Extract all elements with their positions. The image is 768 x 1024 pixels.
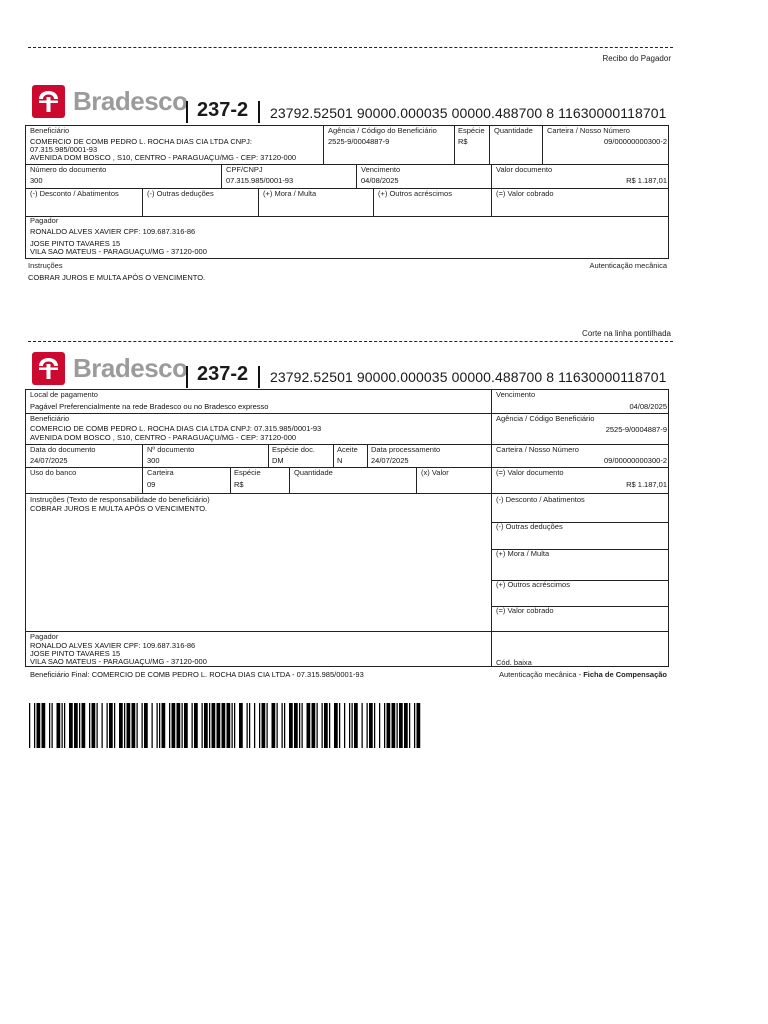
beneficiario-cnpj: 07.315.985/0001-93 (30, 145, 98, 154)
outros-acrescimos-label: (+) Outros acréscimos (496, 580, 570, 589)
agencia-label: Agência / Código Beneficiário (496, 414, 595, 423)
barcode-bar (262, 703, 266, 748)
especie-value: R$ (234, 480, 244, 489)
barcode-bar (369, 703, 373, 748)
barcode-bar (282, 703, 283, 748)
barcode-bar (204, 703, 208, 748)
barcode-bar (289, 703, 293, 748)
pagador-city: VILA SAO MATEUS - PARAGUAÇU/MG - 37120-000 (30, 657, 207, 666)
barcode (29, 703, 423, 748)
beneficiario-name: COMERCIO DE COMB PEDRO L. ROCHA DIAS CIA LTDA CNPJ: 07.315.985/0001-93 (30, 424, 322, 433)
barcode-bar (119, 703, 123, 748)
outros-acrescimos-label: (+) Outros acréscimos (378, 189, 452, 198)
pagador-street: JOSE PINTO TAVARES 15 (30, 239, 121, 248)
vencimento-value: 04/08/2025 (361, 176, 399, 185)
numero-doc-value: 300 (30, 176, 43, 185)
data-proc-label: Data processamento (371, 445, 441, 454)
cut-label: Corte na linha pontilhada (582, 329, 671, 338)
barcode-bar (157, 703, 158, 748)
carteira-value: 09 (147, 480, 156, 489)
numero-doc-label: Nº documento (147, 445, 195, 454)
barcode-bar (89, 703, 90, 748)
data-proc-value: 24/07/2025 (371, 456, 409, 465)
barcode-bar (362, 703, 363, 748)
barcode-bar (392, 703, 396, 748)
pagador-city: VILA SAO MATEUS - PARAGUAÇU/MG - 37120-000 (30, 247, 207, 256)
barcode-bar (302, 703, 303, 748)
vencimento-label: Vencimento (496, 390, 536, 399)
numero-doc-value: 300 (147, 456, 160, 465)
barcode-bar (142, 703, 143, 748)
cpf-value: 07.315.985/0001-93 (226, 176, 294, 185)
valor-doc-label: (=) Valor documento (496, 468, 564, 477)
autenticacao-label: Autenticação mecânica (589, 261, 667, 270)
especie-doc-label: Espécie doc. (272, 445, 315, 454)
barcode-bar (177, 703, 181, 748)
barcode-bar (294, 703, 298, 748)
mora-label: (+) Mora / Multa (496, 549, 550, 558)
barcode-bar (254, 703, 255, 748)
barcode-bar (182, 703, 183, 748)
beneficiario-label: Beneficiário (30, 126, 70, 135)
barcode-bar (114, 703, 115, 748)
local-label: Local de pagamento (30, 390, 98, 399)
barcode-bar (124, 703, 125, 748)
valor-cobrado-label: (=) Valor cobrado (496, 606, 554, 615)
quantidade-label: Quantidade (294, 468, 333, 477)
data-doc-value: 24/07/2025 (30, 456, 68, 465)
barcode-bar (272, 703, 276, 748)
x-valor-label: (x) Valor (421, 468, 449, 477)
valor-doc-value: R$ 1.187,01 (626, 176, 667, 185)
instrucoes-text: COBRAR JUROS E MULTA APÓS O VENCIMENTO. (30, 504, 208, 513)
barcode-bar (202, 703, 203, 748)
agencia-value: 2525-9/0004887-9 (328, 137, 390, 146)
barcode-bar (37, 703, 41, 748)
barcode-bar (312, 703, 316, 748)
valor-cobrado-label: (=) Valor cobrado (496, 189, 554, 198)
barcode-bar (384, 703, 385, 748)
carteira-nn-value: 09/00000000300-2 (604, 456, 667, 465)
digitable-line[interactable]: 23792.52501 90000.000035 00000.488700 8 11630000118701 (270, 369, 667, 385)
barcode-bar (387, 703, 391, 748)
barcode-bar (92, 703, 96, 748)
carteira-label: Carteira (147, 468, 174, 477)
barcode-bar (404, 703, 408, 748)
barcode-bar (162, 703, 166, 748)
valor-doc-label: Valor documento (496, 165, 553, 174)
barcode-bar (322, 703, 323, 748)
barcode-bar (409, 703, 410, 748)
bradesco-logo (32, 85, 188, 118)
uso-banco-label: Uso do banco (30, 468, 77, 477)
cut-line (28, 341, 673, 342)
barcode-bar (159, 703, 160, 748)
barcode-bar (344, 703, 345, 748)
barcode-bar (194, 703, 198, 748)
barcode-bar (132, 703, 136, 748)
barcode-bar (137, 703, 138, 748)
instrucoes-text: COBRAR JUROS E MULTA APÓS O VENCIMENTO. (28, 273, 206, 282)
barcode-bar (82, 703, 86, 748)
barcode-bar (417, 703, 421, 748)
carteira-nn-label: Carteira / Nosso Número (496, 445, 579, 454)
barcode-bar (97, 703, 98, 748)
beneficiario-address: AVENIDA DOM BOSCO , S10, CENTRO - PARAGUAÇU/MG - CEP: 37120-000 (30, 153, 297, 162)
barcode-bar (299, 703, 300, 748)
barcode-bar (69, 703, 73, 748)
barcode-bar (397, 703, 398, 748)
barcode-bar (57, 703, 61, 748)
carteira-label: Carteira / Nosso Número (547, 126, 630, 135)
instrucoes-label: Instruções (Texto de responsabilidade do beneficiário) (30, 495, 210, 504)
aceite-value: N (337, 456, 343, 465)
barcode-bar (144, 703, 148, 748)
instrucoes-label: Instruções (28, 261, 63, 270)
barcode-bar (42, 703, 46, 748)
barcode-bar (234, 703, 235, 748)
outras-deducoes-label: (-) Outras deduções (147, 189, 214, 198)
barcode-bar (74, 703, 78, 748)
separator (258, 366, 260, 388)
barcode-bar (222, 703, 226, 748)
barcode-bar (169, 703, 170, 748)
beneficiario-name: COMERCIO DE COMB PEDRO L. ROCHA DIAS CIA LTDA CNPJ: (30, 137, 252, 146)
barcode-bar (277, 703, 278, 748)
receipt-label: Recibo do Pagador (602, 54, 671, 63)
valor-doc-value: R$ 1.187,01 (626, 480, 667, 489)
local-value: Pagável Preferencialmente na rede Bradesco ou no Bradesco expresso (30, 402, 269, 411)
barcode-bar (307, 703, 311, 748)
pagador-name: RONALDO ALVES XAVIER CPF: 109.687.316-86 (30, 227, 196, 236)
desconto-label: (-) Desconto / Abatimentos (496, 495, 585, 504)
barcode-bar (227, 703, 231, 748)
barcode-bar (329, 703, 330, 748)
pagador-name: RONALDO ALVES XAVIER CPF: 109.687.316-86 (30, 641, 196, 650)
barcode-bar (379, 703, 380, 748)
ficha-label: Ficha de Compensação (583, 670, 667, 679)
barcode-bar (247, 703, 248, 748)
bank-code: 237-2 (197, 363, 249, 385)
pagador-street: JOSE PINTO TAVARES 15 (30, 649, 121, 658)
separator (258, 101, 260, 123)
barcode-bar (324, 703, 328, 748)
barcode-bar (349, 703, 350, 748)
bradesco-logo-bottom (32, 352, 188, 385)
barcode-bar (109, 703, 113, 748)
barcode-bar (284, 703, 285, 748)
barcode-bar (217, 703, 221, 748)
barcode-bar (49, 703, 50, 748)
cod-baixa-label: Cód. baixa (496, 658, 532, 667)
barcode-bar (249, 703, 250, 748)
barcode-bar (172, 703, 176, 748)
agencia-label: Agência / Código do Beneficiário (328, 126, 437, 135)
barcode-bar (127, 703, 131, 748)
cpf-label: CPF/CNPJ (226, 165, 263, 174)
separator (186, 366, 188, 388)
vencimento-value: 04/08/2025 (629, 402, 667, 411)
barcode-bar (152, 703, 153, 748)
barcode-bar (102, 703, 103, 748)
barcode-bar (64, 703, 65, 748)
barcode-bar (34, 703, 35, 748)
autenticacao-row (499, 671, 667, 679)
barcode-bar (352, 703, 353, 748)
numero-doc-label: Número do documento (30, 165, 107, 174)
mora-label: (+) Mora / Multa (263, 189, 317, 198)
digitable-line[interactable]: 23792.52501 90000.000035 00000.488700 8 11630000118701 (270, 105, 667, 121)
barcode-bar (317, 703, 318, 748)
especie-label: Espécie (234, 468, 261, 477)
barcode-bar (414, 703, 415, 748)
barcode-bar (259, 703, 260, 748)
barcode-bar (184, 703, 188, 748)
bradesco-tree-icon (32, 85, 65, 118)
especie-doc-value: DM (272, 456, 284, 465)
pagador-label: Pagador (30, 216, 59, 225)
desconto-label: (-) Desconto / Abatimentos (30, 189, 119, 198)
bank-code: 237-2 (197, 99, 249, 121)
vencimento-label: Vencimento (361, 165, 401, 174)
beneficiario-label: Beneficiário (30, 414, 70, 423)
bradesco-tree-icon (32, 352, 65, 385)
barcode-bar (267, 703, 268, 748)
barcode-bar (52, 703, 53, 748)
barcode-bar (232, 703, 233, 748)
beneficiario-final: Beneficiário Final: COMERCIO DE COMB PEDRO L. ROCHA DIAS CIA LTDA - 07.315.985/0001-93 (30, 670, 364, 679)
aceite-label: Aceite (337, 445, 358, 454)
barcode-bar (239, 703, 243, 748)
barcode-bar (339, 703, 340, 748)
barcode-bar (212, 703, 216, 748)
agencia-value: 2525-9/0004887-9 (605, 425, 667, 434)
quantidade-label: Quantidade (494, 126, 533, 135)
separator (186, 101, 188, 123)
barcode-bar (209, 703, 210, 748)
especie-value: R$ (458, 137, 468, 146)
barcode-bar (107, 703, 108, 748)
beneficiario-address: AVENIDA DOM BOSCO , S10, CENTRO - PARAGUAÇU/MG - CEP: 37120-000 (30, 433, 297, 442)
top-cut-line (28, 47, 673, 48)
barcode-bar (374, 703, 375, 748)
barcode-bar (399, 703, 403, 748)
pagador-label: Pagador (30, 632, 59, 641)
outras-deducoes-label: (-) Outras deduções (496, 522, 563, 531)
barcode-bar (334, 703, 338, 748)
barcode-bar (79, 703, 80, 748)
barcode-bar (367, 703, 368, 748)
autenticacao-label: Autenticação mecânica - (499, 670, 584, 679)
data-doc-label: Data do documento (30, 445, 96, 454)
barcode-bar (354, 703, 358, 748)
especie-label: Espécie (458, 126, 485, 135)
barcode-bar (62, 703, 63, 748)
bank-name: Bradesco (73, 353, 188, 383)
bank-name: Bradesco (73, 86, 188, 116)
carteira-value: 09/00000000300-2 (604, 137, 667, 146)
barcode-bar (192, 703, 193, 748)
barcode-bar (29, 703, 30, 748)
